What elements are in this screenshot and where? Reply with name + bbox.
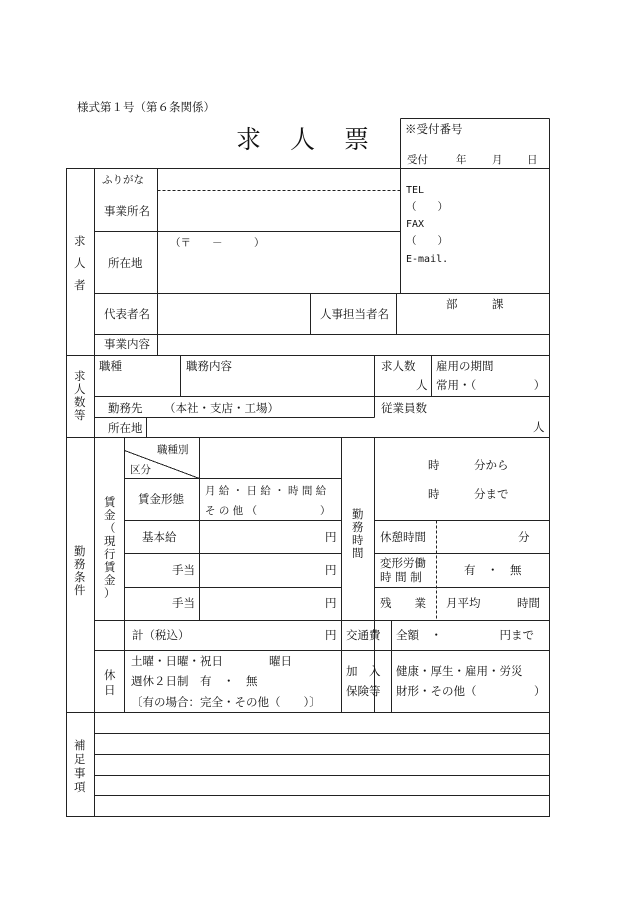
by-job-label: 職種別 — [157, 444, 189, 456]
openings-label-4: 等 — [74, 408, 86, 422]
reception-day: 日 — [527, 154, 538, 166]
conditions-label-3: 条 — [74, 570, 86, 584]
five-day-week: 週休２日制 有 ・ 無 — [131, 674, 258, 688]
representative-label: 代表者名 — [104, 307, 150, 321]
employer-section — [74, 174, 504, 351]
holiday-days: 土曜・日曜・祝日 曜日 — [131, 654, 292, 668]
reception-date-label: 受付 — [407, 154, 428, 166]
allowance-2-yen: 円 — [325, 596, 337, 610]
email-label: E-mail. — [406, 254, 449, 265]
workplace-type: （本社・支店・工場） — [164, 401, 279, 415]
wage-options-2: そ の 他 （ ） — [205, 505, 331, 517]
base-pay-label: 基本給 — [142, 530, 177, 544]
insurance-types-1: 健康・厚生・雇用・労災 — [396, 664, 523, 678]
variable-labor-label-2: 時 間 制 — [380, 570, 422, 584]
postal-code: （〒 － ） — [170, 237, 265, 249]
permanent-employment: 常用・（ ） — [436, 378, 546, 392]
conditions-section — [74, 443, 546, 709]
transport-full-amount: 全額 ・ 円まで — [396, 628, 534, 642]
wage-label-5: 行 — [104, 547, 116, 561]
openings-label-1: 求 — [74, 369, 86, 383]
page-title: 求 人 票 — [236, 125, 372, 154]
openings-label-3: 数 — [74, 395, 86, 409]
insurance-types-2: 財形・その他（ ） — [396, 684, 546, 698]
holiday-label-2: 日 — [104, 683, 116, 697]
break-minutes: 分 — [518, 530, 530, 544]
wage-label-1: 賃 — [104, 495, 116, 509]
address-label: 所在地 — [108, 256, 143, 270]
wage-options-1: 月 給 ・ 日 給 ・ 時 間 給 — [205, 485, 327, 497]
monthly-average-label: 月平均 — [446, 596, 481, 610]
wage-label-7: 金 — [104, 573, 116, 587]
wage-label-2: 金 — [104, 508, 116, 522]
allowance-1-label: 手当 — [172, 563, 195, 577]
hours-label-1: 勤 — [352, 507, 364, 521]
notes-label-1: 補 — [74, 738, 86, 752]
workplace-label: 勤務先 — [108, 401, 143, 415]
hr-person-label: 人事担当者名 — [320, 307, 389, 321]
openings-label-2: 人 — [74, 382, 86, 396]
wage-label-3: （ — [104, 521, 116, 535]
reception-box — [405, 122, 538, 166]
fax-paren: （ ） — [406, 235, 448, 247]
employees-label: 従業員数 — [381, 401, 427, 415]
wage-label-6: 賃 — [104, 560, 116, 574]
overtime-hours-unit: 時間 — [517, 596, 540, 610]
employer-label-3: 者 — [74, 278, 86, 292]
business-label: 事業内容 — [104, 337, 150, 351]
notes-label-4: 項 — [74, 780, 86, 794]
variable-labor-yes-no: 有 ・ 無 — [464, 563, 522, 577]
conditions-label-2: 務 — [74, 557, 86, 571]
allowance-1-yen: 円 — [325, 563, 337, 577]
allowance-2-label: 手当 — [172, 596, 195, 610]
overtime-label: 残 業 — [380, 596, 426, 610]
employer-label-2: 人 — [74, 256, 86, 270]
total-yen: 円 — [325, 628, 337, 642]
work-end-time: 時 分まで — [428, 487, 509, 501]
variable-labor-label-1: 変形労働 — [380, 556, 426, 570]
department-label: 部 — [446, 297, 458, 311]
employment-period-label: 雇用の期間 — [436, 359, 494, 373]
furigana-label: ふりがな — [102, 174, 144, 186]
form-id: 様式第１号（第６条関係） — [77, 100, 215, 114]
headcount-label: 求人数 — [381, 359, 416, 373]
reception-number-label: ※受付番号 — [405, 122, 463, 136]
employer-label-1: 求 — [74, 234, 86, 248]
break-time-label: 休憩時間 — [380, 530, 426, 544]
job-type-label: 職種 — [99, 359, 122, 373]
notes-label-3: 事 — [74, 766, 86, 780]
tel-label: TEL — [406, 185, 425, 196]
holiday-label-1: 休 — [104, 668, 116, 682]
reception-year: 年 — [456, 154, 467, 166]
notes-label-2: 足 — [74, 752, 86, 766]
workplace-address-label: 所在地 — [108, 421, 143, 435]
wage-label-4: 現 — [104, 534, 116, 548]
wage-type-label: 賃金形態 — [138, 492, 184, 506]
five-day-week-detail: 〔有の場合：完全・その他（ ）〕 — [131, 695, 321, 709]
wage-label-8: ） — [104, 586, 116, 600]
insurance-label-1: 加 入 — [346, 664, 381, 678]
conditions-label-4: 件 — [74, 583, 86, 597]
base-pay-yen: 円 — [325, 530, 337, 544]
hours-label-4: 間 — [352, 546, 364, 560]
work-start-time: 時 分から — [428, 458, 509, 472]
notes-section — [74, 738, 86, 794]
headcount-unit: 人 — [416, 378, 428, 392]
hours-label-3: 時 — [352, 533, 364, 547]
reception-month: 月 — [492, 154, 503, 166]
total-label: 計（税込） — [132, 628, 190, 642]
hours-label-2: 務 — [352, 520, 364, 534]
section-label: 課 — [492, 297, 504, 311]
insurance-label-2: 保険等 — [346, 684, 381, 698]
employees-unit: 人 — [533, 420, 545, 434]
conditions-label-1: 勤 — [74, 544, 86, 558]
job-content-label: 職務内容 — [186, 359, 232, 373]
company-name-label: 事業所名 — [104, 204, 150, 218]
fax-label: FAX — [406, 219, 425, 230]
category-label: 区分 — [130, 464, 151, 476]
tel-paren: （ ） — [406, 201, 448, 213]
transport-label: 交通費 — [346, 628, 381, 642]
